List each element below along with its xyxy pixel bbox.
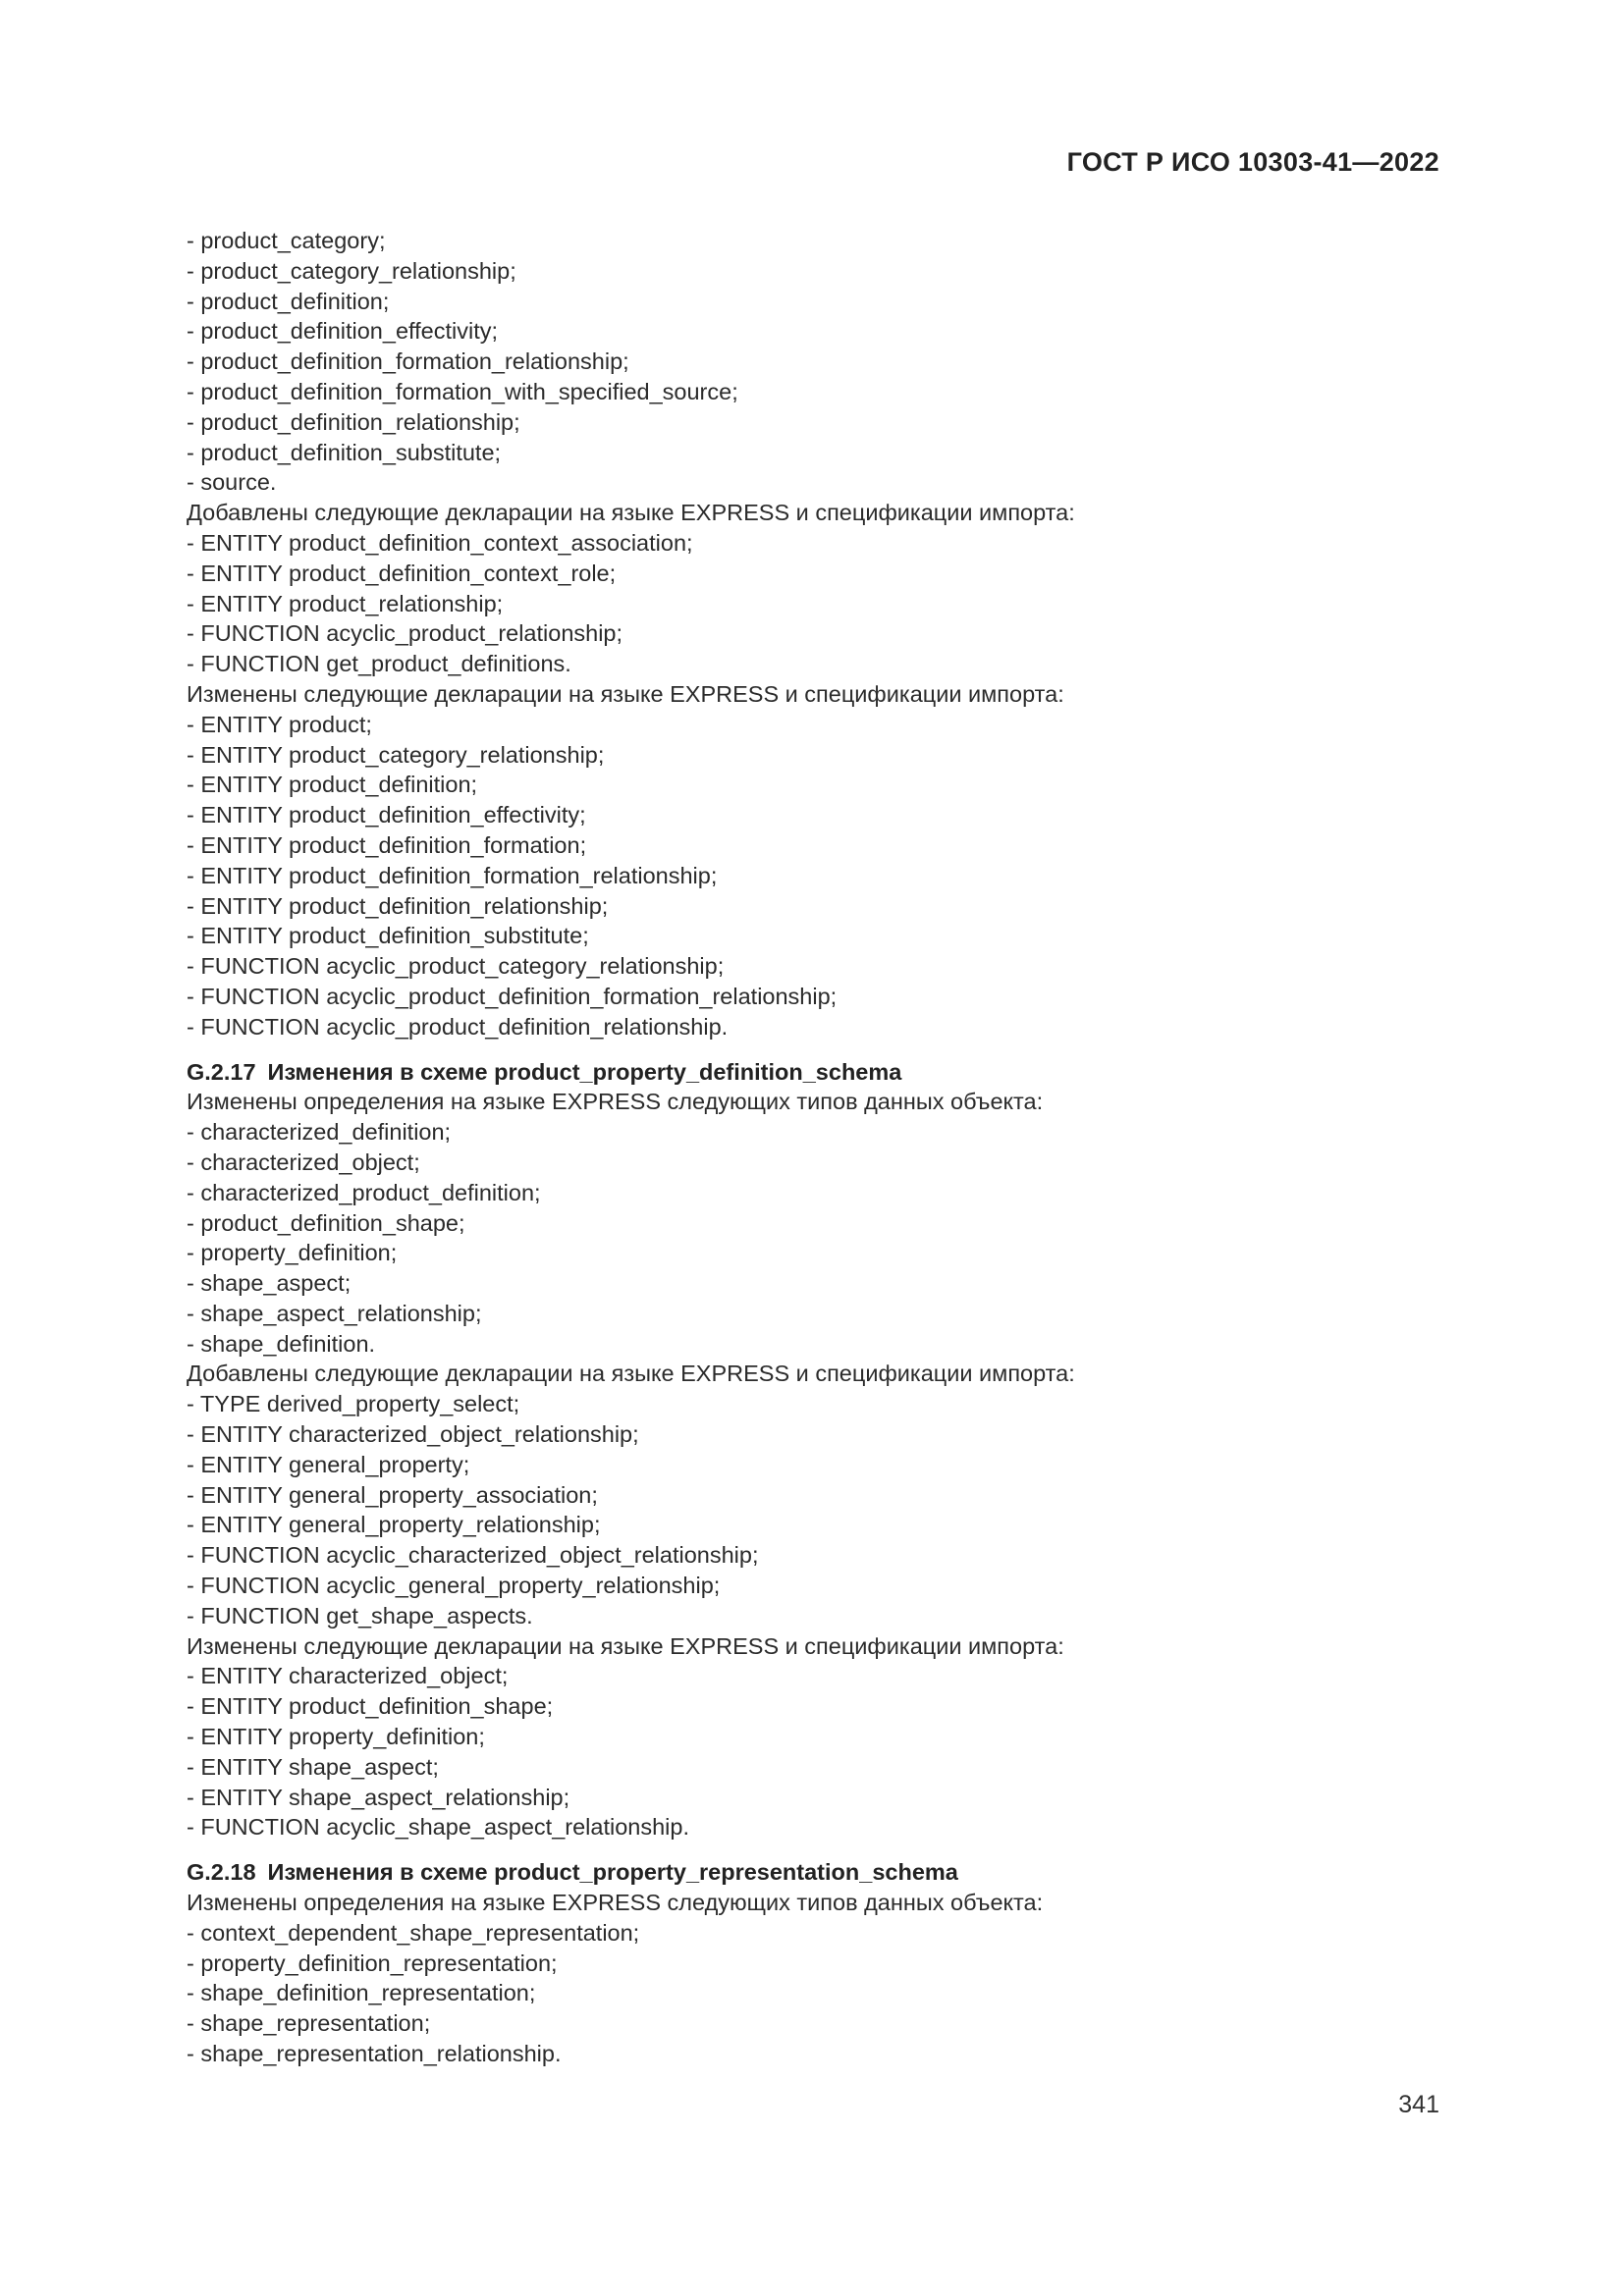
- text-line: - FUNCTION get_shape_aspects.: [187, 1602, 533, 1629]
- text-line: - FUNCTION acyclic_product_category_relationship;: [187, 953, 725, 980]
- text-line: - ENTITY product_definition_context_association;: [187, 529, 693, 556]
- text-line: - ENTITY product_definition_formation_relationship;: [187, 862, 718, 888]
- text-line: - characterized_product_definition;: [187, 1179, 541, 1205]
- text-line: - source.: [187, 469, 277, 496]
- text-line: - ENTITY product;: [187, 711, 372, 737]
- text-line: - ENTITY shape_aspect_relationship;: [187, 1784, 570, 1810]
- section-title: Изменения в схеме product_property_representation_schema: [267, 1859, 958, 1886]
- text-line: Добавлены следующие декларации на языке EXPRESS и спецификации импорта:: [187, 500, 1075, 526]
- section-title: Изменения в схеме product_property_definition_schema: [267, 1058, 902, 1085]
- text-line: - ENTITY product_relationship;: [187, 590, 504, 616]
- section-number: G.2.18: [187, 1859, 256, 1886]
- text-line: - shape_definition.: [187, 1330, 376, 1357]
- text-line: - TYPE derived_property_select;: [187, 1391, 520, 1417]
- text-line: Изменены определения на языке EXPRESS следующих типов данных объекта:: [187, 1089, 1044, 1115]
- text-line: - shape_representation;: [187, 2010, 431, 2037]
- text-line: - ENTITY general_property_relationship;: [187, 1512, 601, 1538]
- text-line: - product_definition_relationship;: [187, 408, 520, 435]
- text-line: - FUNCTION acyclic_shape_aspect_relationship.: [187, 1814, 689, 1841]
- text-line: - product_definition_formation_with_specified_source;: [187, 378, 738, 404]
- text-line: Добавлены следующие декларации на языке EXPRESS и спецификации импорта:: [187, 1361, 1075, 1387]
- text-line: - product_definition;: [187, 288, 390, 314]
- section-heading: [187, 1857, 1453, 1888]
- text-line: - property_definition_representation;: [187, 1949, 558, 1976]
- text-line: - FUNCTION acyclic_product_relationship;: [187, 620, 623, 647]
- section-heading: [187, 1057, 1453, 1088]
- text-line: - ENTITY shape_aspect;: [187, 1753, 439, 1780]
- text-line: - FUNCTION acyclic_characterized_object_relationship;: [187, 1542, 759, 1569]
- text-line: - FUNCTION acyclic_product_definition_relationship.: [187, 1013, 729, 1040]
- text-line: - ENTITY product_category_relationship;: [187, 741, 605, 768]
- text-line: - property_definition;: [187, 1240, 398, 1266]
- text-line: - ENTITY product_definition_shape;: [187, 1693, 554, 1720]
- text-line: - context_dependent_shape_representation;: [187, 1919, 640, 1946]
- text-line: - FUNCTION get_product_definitions.: [187, 651, 571, 677]
- section-number: G.2.17: [187, 1058, 256, 1085]
- text-line: - ENTITY product_definition;: [187, 772, 478, 798]
- text-line: - shape_definition_representation;: [187, 1980, 536, 2006]
- text-line: - ENTITY product_definition_substitute;: [187, 923, 589, 949]
- text-line: - FUNCTION acyclic_product_definition_formation_relationship;: [187, 983, 838, 1009]
- document-header: ГОСТ Р ИСО 10303-41—2022: [1066, 147, 1439, 177]
- text-line: - shape_aspect;: [187, 1270, 352, 1297]
- text-line: - ENTITY general_property_association;: [187, 1481, 598, 1508]
- page-number: 341: [1398, 2091, 1439, 2118]
- text-line: - ENTITY product_definition_context_role;: [187, 560, 617, 586]
- text-line: - ENTITY characterized_object;: [187, 1663, 509, 1689]
- text-line: Изменены следующие декларации на языке EXPRESS и спецификации импорта:: [187, 680, 1064, 707]
- text-line: - product_definition_substitute;: [187, 439, 502, 465]
- document-body: [187, 226, 1453, 2069]
- text-line: - ENTITY characterized_object_relationship;: [187, 1421, 639, 1448]
- text-line: - ENTITY property_definition;: [187, 1724, 485, 1750]
- text-line: - ENTITY product_definition_effectivity;: [187, 802, 586, 828]
- text-line: Изменены определения на языке EXPRESS следующих типов данных объекта:: [187, 1890, 1044, 1916]
- text-line: - ENTITY general_property;: [187, 1451, 470, 1477]
- text-line: - shape_representation_relationship.: [187, 2041, 562, 2067]
- text-line: - ENTITY product_definition_formation;: [187, 831, 587, 858]
- text-line: - shape_aspect_relationship;: [187, 1300, 482, 1326]
- text-line: - product_category;: [187, 228, 386, 253]
- text-line: - product_definition_effectivity;: [187, 318, 498, 345]
- text-line: - characterized_definition;: [187, 1119, 452, 1146]
- text-line: - ENTITY product_definition_relationship;: [187, 892, 609, 919]
- text-line: - characterized_object;: [187, 1148, 420, 1175]
- text-line: - FUNCTION acyclic_general_property_relationship;: [187, 1573, 721, 1599]
- text-line: - product_definition_shape;: [187, 1209, 465, 1236]
- text-line: Изменены следующие декларации на языке EXPRESS и спецификации импорта:: [187, 1632, 1064, 1659]
- text-line: - product_category_relationship;: [187, 257, 516, 284]
- text-line: - product_definition_formation_relationship;: [187, 348, 629, 375]
